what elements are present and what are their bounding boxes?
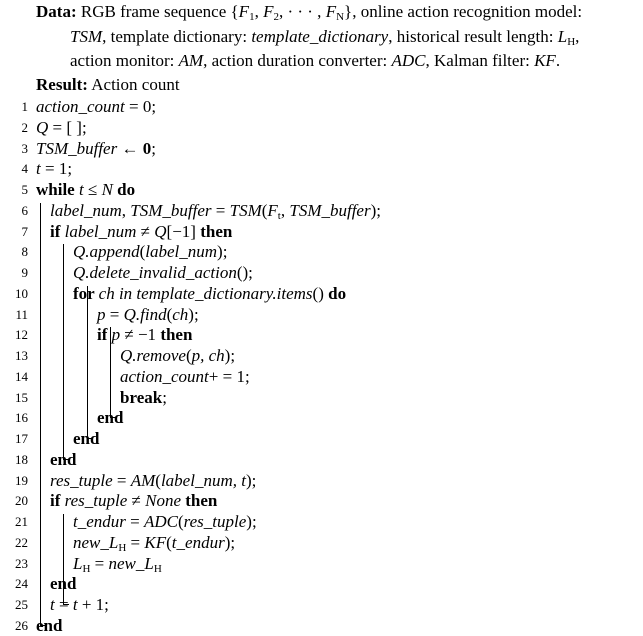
result-text: Action count bbox=[91, 75, 180, 94]
code-line bbox=[36, 159, 72, 179]
code-token: ( bbox=[139, 242, 146, 262]
line-number: 26 bbox=[15, 617, 28, 633]
code-token: ( bbox=[166, 532, 172, 552]
line-number: 14 bbox=[15, 368, 28, 384]
code-token: action_count bbox=[36, 97, 125, 116]
code-token: new_L bbox=[108, 553, 154, 573]
line-number: 15 bbox=[15, 389, 28, 405]
code-line bbox=[120, 367, 250, 387]
code-token: , bbox=[280, 200, 290, 220]
code-token: action monitor: bbox=[70, 51, 179, 70]
code-token: ( bbox=[185, 346, 192, 365]
code-token: ( bbox=[166, 304, 173, 324]
code-line bbox=[36, 139, 156, 159]
code-token: = bbox=[126, 532, 145, 552]
block-bar bbox=[40, 203, 41, 626]
code-token: t bbox=[50, 595, 55, 614]
code-token: H bbox=[153, 562, 162, 575]
block-bar bbox=[63, 514, 64, 605]
code-token: H bbox=[118, 541, 127, 554]
code-token: Q.remove bbox=[120, 346, 186, 365]
keyword: if bbox=[50, 221, 65, 241]
code-token: = bbox=[54, 595, 73, 614]
block-bar bbox=[110, 327, 111, 418]
keyword: do bbox=[328, 283, 347, 303]
code-token: + = 1; bbox=[208, 366, 250, 386]
code-line bbox=[50, 222, 232, 242]
code-token: ); bbox=[370, 200, 381, 220]
code-token: ); bbox=[224, 532, 236, 552]
code-token: RGB frame sequence { bbox=[80, 2, 239, 21]
code-token: label_num bbox=[145, 242, 218, 262]
code-token: F bbox=[263, 2, 274, 21]
result-line bbox=[36, 75, 180, 95]
keyword: end bbox=[36, 615, 63, 635]
line-number: 22 bbox=[15, 534, 28, 550]
code-token: Q.append bbox=[73, 242, 140, 262]
code-token: p, ch bbox=[191, 346, 225, 365]
line-number: 21 bbox=[15, 514, 28, 529]
code-token: ≠ −1 bbox=[120, 325, 161, 345]
code-token: ); bbox=[245, 470, 257, 490]
code-token: res_tuple bbox=[50, 470, 113, 490]
code-token: t bbox=[277, 209, 281, 222]
code-token: F bbox=[238, 2, 250, 21]
code-token: TSM bbox=[70, 27, 103, 46]
line-number: 18 bbox=[15, 451, 28, 467]
code-token: KF bbox=[534, 51, 556, 70]
line-number: 1 bbox=[21, 99, 28, 114]
code-token: , action duration converter: bbox=[203, 51, 392, 70]
line-number: 17 bbox=[15, 431, 28, 446]
keyword: end bbox=[50, 449, 77, 469]
keyword: 0 bbox=[142, 138, 152, 158]
code-token: label_num bbox=[50, 200, 122, 220]
code-token: ≠ bbox=[136, 221, 155, 241]
line-number: 13 bbox=[15, 348, 28, 363]
code-token: label_num, t bbox=[160, 470, 246, 490]
keyword: end bbox=[97, 408, 124, 428]
line-number: 25 bbox=[15, 597, 28, 612]
code-token: res_tuple bbox=[183, 512, 247, 531]
code-token: TSM_buffer bbox=[36, 138, 118, 158]
keyword: then bbox=[160, 325, 193, 345]
code-token: ); bbox=[217, 242, 228, 262]
code-token: ; bbox=[151, 138, 156, 158]
code-token: = bbox=[90, 553, 109, 573]
line-number: 2 bbox=[21, 119, 28, 135]
code-token: F bbox=[267, 200, 278, 220]
line-number: 19 bbox=[15, 472, 28, 488]
code-token: TSM bbox=[229, 200, 262, 220]
line-number: 23 bbox=[15, 555, 28, 571]
code-token: }, online action recognition model: bbox=[344, 2, 583, 21]
code-token: t_endur bbox=[73, 512, 126, 531]
data-label: Data: bbox=[36, 2, 77, 21]
code-line bbox=[36, 97, 156, 117]
code-line bbox=[50, 471, 256, 491]
line-number: 20 bbox=[15, 493, 28, 509]
code-token: ( bbox=[155, 470, 161, 490]
line-number: 5 bbox=[21, 182, 28, 197]
block-bar bbox=[63, 244, 64, 460]
line-number: 16 bbox=[15, 410, 28, 426]
code-token: F bbox=[325, 2, 337, 21]
keyword: end bbox=[73, 429, 100, 448]
code-token: Q bbox=[154, 221, 167, 241]
line-number: 4 bbox=[21, 161, 28, 177]
code-token: TSM_buffer bbox=[289, 200, 371, 220]
code-token: t bbox=[36, 159, 41, 179]
line-number: 8 bbox=[21, 244, 28, 260]
code-token: + 1; bbox=[77, 595, 109, 614]
code-token: , template dictionary: bbox=[102, 27, 252, 46]
keyword: then bbox=[181, 491, 218, 511]
code-token: ADC bbox=[143, 512, 178, 531]
code-token: (); bbox=[236, 263, 253, 282]
code-token: KF bbox=[144, 532, 167, 552]
code-token: AM bbox=[130, 470, 156, 490]
code-token: t bbox=[78, 180, 84, 199]
keyword: do bbox=[112, 180, 136, 199]
keyword: while bbox=[36, 180, 79, 199]
line-number: 9 bbox=[21, 265, 28, 280]
code-token: H bbox=[567, 36, 576, 48]
code-token: [−1] bbox=[166, 221, 201, 241]
code-line bbox=[73, 554, 162, 574]
code-token: ); bbox=[188, 304, 199, 324]
code-line bbox=[73, 512, 257, 532]
code-token: , historical result length: bbox=[388, 27, 558, 46]
code-token: template_dictionary bbox=[251, 27, 389, 46]
code-token: , bbox=[121, 200, 131, 220]
code-token: ); bbox=[224, 346, 236, 365]
code-token: Q bbox=[36, 117, 49, 137]
code-token: action_count bbox=[120, 366, 209, 386]
code-token: L bbox=[73, 553, 83, 573]
code-token: t_endur bbox=[171, 532, 225, 552]
code-token: ≠ bbox=[127, 491, 146, 511]
code-token: . bbox=[555, 51, 561, 70]
code-line bbox=[50, 595, 109, 615]
code-token: ( bbox=[177, 512, 184, 531]
code-line bbox=[73, 242, 227, 262]
line-number: 6 bbox=[21, 202, 28, 218]
code-token: = 1; bbox=[40, 159, 73, 179]
code-token: ( bbox=[261, 200, 268, 220]
code-token: ; bbox=[162, 387, 167, 407]
code-token: p bbox=[97, 304, 106, 324]
keyword: then bbox=[200, 221, 233, 241]
code-token: Q.find bbox=[123, 304, 167, 324]
code-token: = bbox=[125, 512, 144, 531]
code-token: ch in template_dictionary.items bbox=[98, 283, 313, 303]
code-token: () bbox=[312, 283, 329, 303]
data-line-0 bbox=[36, 2, 582, 22]
code-token: N bbox=[336, 11, 345, 23]
code-token: N bbox=[101, 180, 113, 199]
code-line bbox=[73, 263, 253, 283]
code-token: None bbox=[145, 491, 182, 511]
data-line-2 bbox=[70, 51, 560, 71]
code-token: = bbox=[105, 304, 124, 324]
code-token: L bbox=[557, 27, 568, 46]
line-number: 7 bbox=[21, 223, 28, 239]
keyword: for bbox=[73, 283, 99, 303]
code-token: , Kalman filter: bbox=[425, 51, 535, 70]
code-token: new_L bbox=[73, 532, 119, 552]
result-label: Result: bbox=[36, 75, 88, 94]
line-number: 24 bbox=[15, 576, 28, 592]
keyword: break bbox=[120, 387, 163, 407]
code-token: ← bbox=[117, 138, 143, 158]
keyword: if bbox=[97, 325, 112, 345]
code-line bbox=[97, 305, 199, 325]
code-token: = bbox=[112, 470, 131, 490]
block-bar bbox=[87, 286, 88, 439]
code-token: ≤ bbox=[83, 180, 102, 199]
data-line-1 bbox=[70, 27, 579, 47]
keyword: end bbox=[50, 574, 77, 594]
code-line bbox=[73, 284, 346, 304]
code-line bbox=[50, 491, 217, 511]
code-line bbox=[36, 118, 87, 138]
code-token: H bbox=[82, 562, 91, 575]
code-token: ch bbox=[172, 304, 189, 324]
code-token: ); bbox=[246, 512, 257, 531]
code-token: p bbox=[111, 325, 121, 345]
line-number: 11 bbox=[15, 306, 28, 322]
code-token: res_tuple bbox=[64, 491, 128, 511]
code-token: AM bbox=[178, 51, 204, 70]
line-number: 3 bbox=[21, 140, 28, 156]
code-token: TSM_buffer bbox=[130, 200, 212, 220]
line-number: 12 bbox=[15, 327, 28, 343]
code-line bbox=[97, 325, 192, 345]
keyword: if bbox=[50, 491, 65, 511]
code-token: label_num bbox=[64, 221, 137, 241]
code-token: , bbox=[575, 27, 580, 46]
code-token: Q.delete_invalid_action bbox=[73, 263, 237, 282]
code-line bbox=[73, 533, 235, 553]
line-number: 10 bbox=[15, 285, 28, 301]
code-line bbox=[120, 388, 167, 408]
code-token: 1 bbox=[249, 11, 255, 23]
code-token: = bbox=[211, 200, 230, 220]
code-token: = [ ]; bbox=[48, 117, 87, 137]
code-line bbox=[120, 346, 235, 366]
code-line bbox=[50, 201, 381, 221]
code-token: , bbox=[254, 2, 264, 21]
code-token: ADC bbox=[391, 51, 426, 70]
code-token: , · · · , bbox=[278, 2, 326, 21]
code-line bbox=[36, 180, 135, 200]
code-token: = 0; bbox=[124, 97, 157, 116]
code-token: t bbox=[72, 595, 78, 614]
code-token: 2 bbox=[273, 11, 279, 23]
